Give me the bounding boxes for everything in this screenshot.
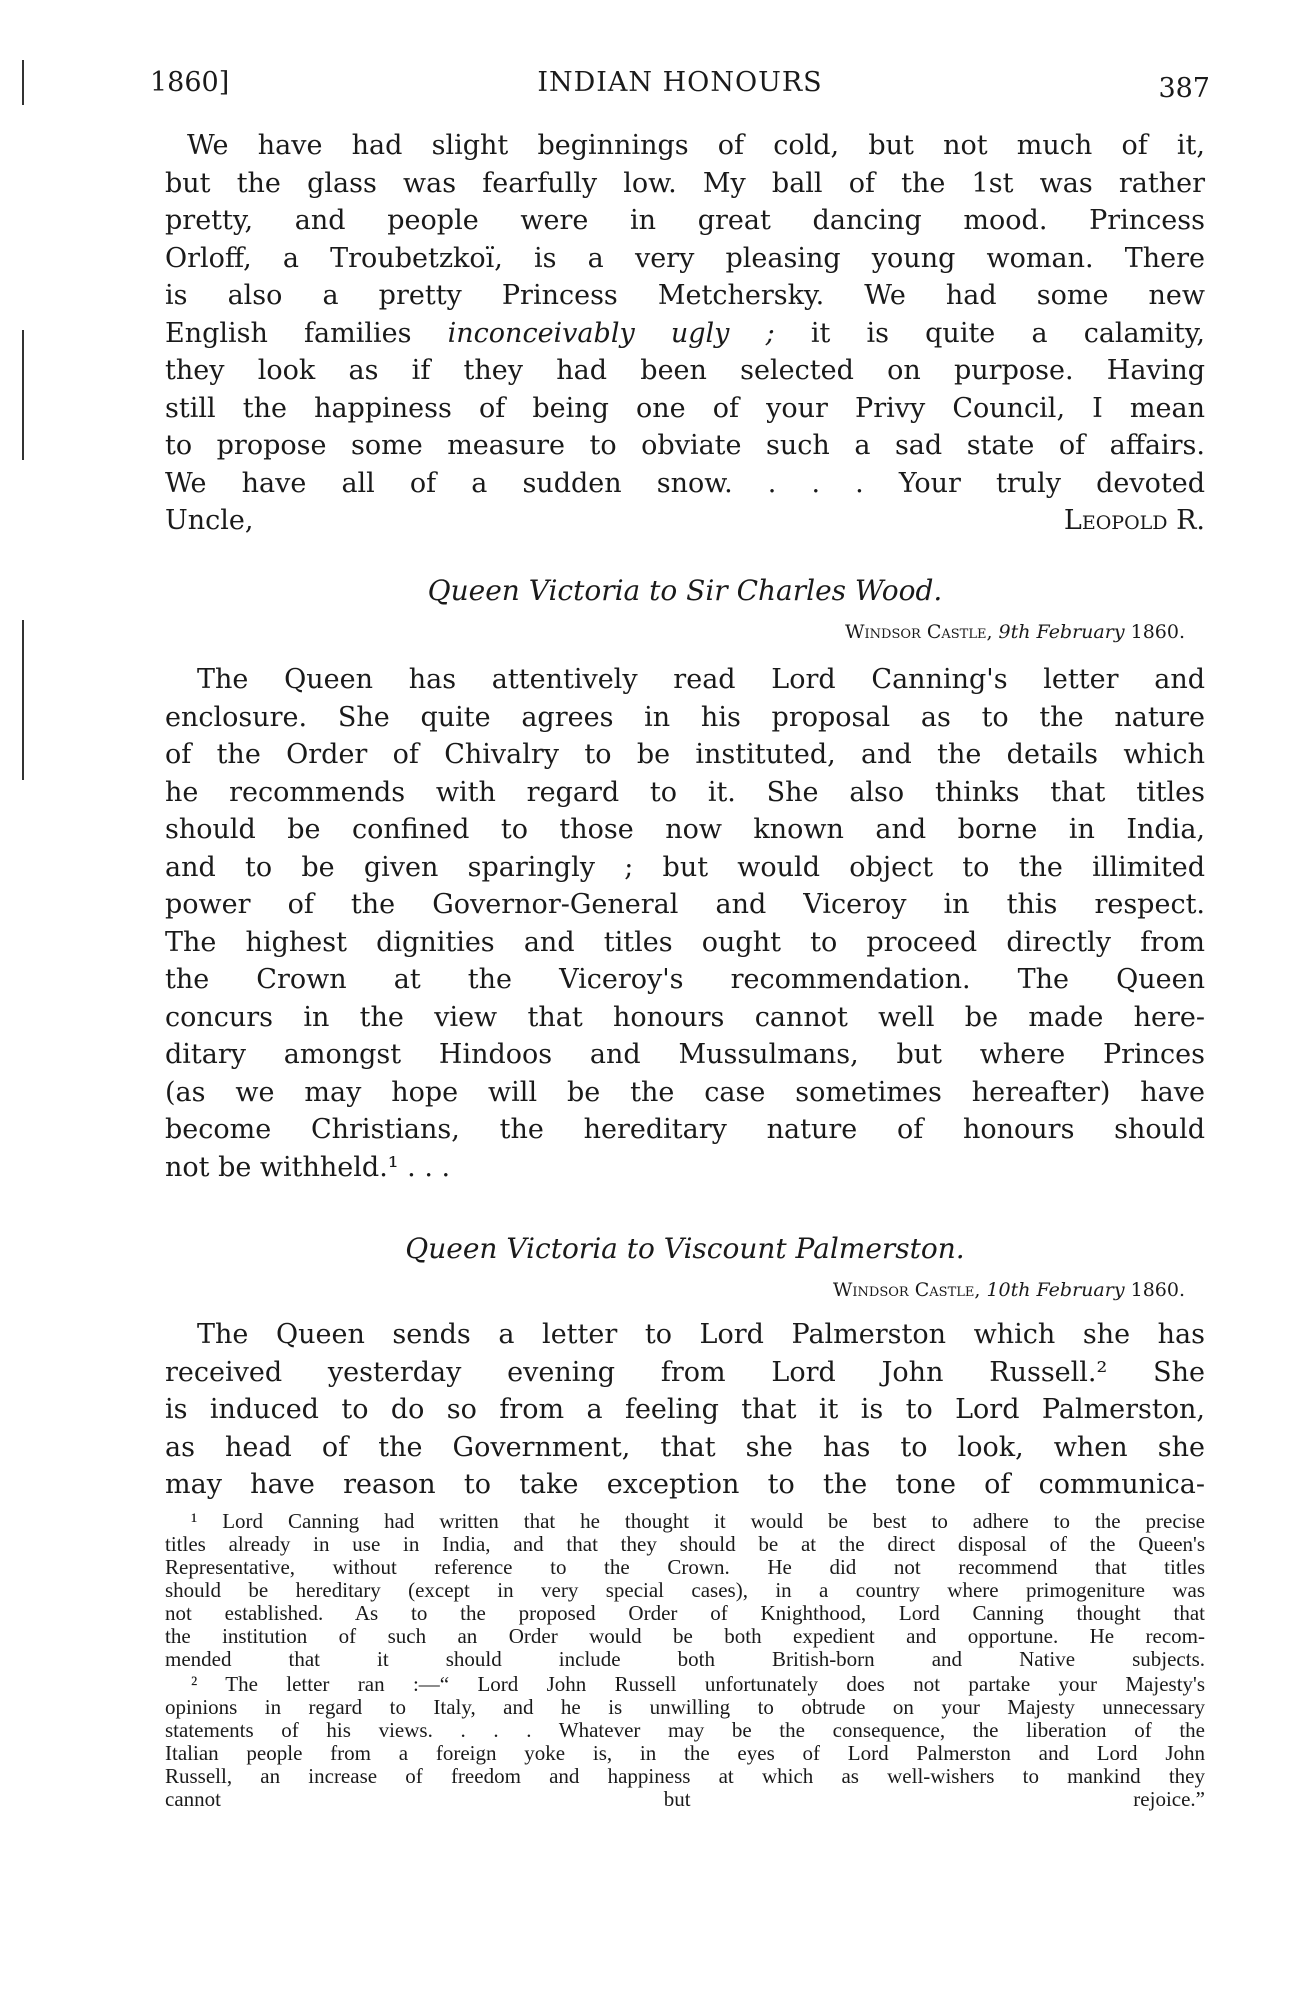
letter-heading: Queen Victoria to Sir Charles Wood. — [427, 574, 943, 607]
letter-body — [165, 1316, 1205, 1504]
scan-margin-mark — [22, 620, 24, 780]
text-line: and to be given sparingly ; but would object to the illimited — [165, 851, 1205, 883]
scan-margin-mark — [22, 60, 24, 105]
text-line: pretty, and people were in great dancing mood. Princess — [165, 205, 1205, 236]
text-line: ² The letter ran :—“ Lord John Russell unfortunately does not partake your Majesty's — [191, 1672, 1205, 1696]
text-line: ditary amongst Hindoos and Mussulmans, but where Princes — [165, 1039, 1205, 1070]
text-line: not be withheld.¹ . . . — [165, 1151, 451, 1183]
header-title: INDIAN HONOURS — [537, 67, 823, 98]
text-line: mended that it should include both British-born and Native subjects. — [165, 1647, 1205, 1671]
text-line: he recommends with regard to it. She also thinks that titles — [165, 776, 1205, 808]
running-header — [150, 64, 1210, 102]
letter-signature — [165, 502, 1205, 540]
text-line: should be hereditary (except in very special cases), in a country where primogeniture was — [165, 1578, 1205, 1602]
dateline-year: 1860. — [1124, 1279, 1185, 1301]
letter-continuation — [165, 127, 1205, 540]
header-year: 1860] — [150, 67, 230, 98]
signature: Leopold R. — [1063, 505, 1205, 536]
text-line: Representative, without reference to the Crown. He did not recommend that titles — [165, 1555, 1205, 1579]
text-line: not established. As to the proposed Order of Knighthood, Lord Canning thought that — [165, 1601, 1205, 1625]
text-line: is induced to do so from a feeling that it is to Lord Palmerston, — [165, 1394, 1205, 1425]
text-line: cannot but rejoice.” — [165, 1787, 1205, 1811]
text-line: (as we may hope will be the case sometimes hereafter) have — [165, 1076, 1205, 1108]
text-line: to propose some measure to obviate such a sad state of affairs. — [165, 430, 1205, 461]
text-line: titles already in use in India, and that they should be at the direct disposal of the Queen's — [165, 1532, 1205, 1556]
letter-body — [165, 661, 1205, 1186]
text-line: received yesterday evening from Lord John Russell.² She — [165, 1356, 1205, 1388]
text-line: as head of the Government, that she has to look, when she — [165, 1431, 1205, 1463]
dateline-date: 9th February — [998, 621, 1125, 643]
text-line: concurs in the view that honours cannot well be made here- — [165, 1001, 1205, 1033]
text-line — [165, 315, 1205, 353]
text-line: ¹ Lord Canning had written that he thought it would be best to adhere to the precise — [191, 1509, 1205, 1533]
text-line: The highest dignities and titles ought to proceed directly from — [165, 926, 1205, 958]
text-line: The Queen sends a letter to Lord Palmerston which she has — [197, 1319, 1205, 1350]
text-segment: it is quite a calamity, — [774, 317, 1205, 349]
dateline — [165, 1278, 1185, 1302]
dateline-place: Windsor Castle, — [832, 1279, 987, 1301]
dateline — [165, 620, 1185, 644]
text-line: but the glass was fearfully low. My ball of the 1st was rather — [165, 167, 1205, 199]
text-line: of the Order of Chivalry to be instituted, and the details which — [165, 739, 1205, 770]
text-line: We have all of a sudden snow. . . . Your truly devoted — [165, 467, 1205, 499]
text-line: they look as if they had been selected on purpose. Having — [165, 355, 1205, 386]
text-line: opinions in regard to Italy, and he is unwilling to obtrude on your Majesty unnecessary — [165, 1695, 1205, 1719]
text-line: the Crown at the Viceroy's recommendation. The Queen — [165, 964, 1205, 995]
text-segment: English families — [165, 317, 448, 349]
page-number: 387 — [1158, 73, 1210, 104]
text-line: still the happiness of being one of your Privy Council, I mean — [165, 392, 1205, 424]
dateline-place: Windsor Castle, — [844, 621, 999, 643]
closing: Uncle, — [165, 505, 254, 536]
text-line: statements of his views. . . . Whatever may be the consequence, the liberation of the — [165, 1718, 1205, 1742]
dateline-year: 1860. — [1124, 621, 1185, 643]
text-line: is also a pretty Princess Metchersky. We had some new — [165, 280, 1205, 311]
footnote-2 — [165, 1673, 1205, 1811]
text-line: Orloff, a Troubetzkoï, is a very pleasing young woman. There — [165, 242, 1205, 274]
text-line: should be confined to those now known and borne in India, — [165, 814, 1205, 845]
letter-heading: Queen Victoria to Viscount Palmerston. — [405, 1232, 965, 1265]
dateline-date: 10th February — [986, 1279, 1125, 1301]
footnote-1 — [165, 1510, 1205, 1671]
text-line: We have had slight beginnings of cold, but not much of it, — [187, 130, 1205, 161]
italic-text: inconceivably ugly ; — [447, 317, 775, 349]
text-line: enclosure. She quite agrees in his proposal as to the nature — [165, 701, 1205, 733]
scan-margin-mark — [22, 330, 24, 460]
text-line: the institution of such an Order would be both expedient and opportune. He recom- — [165, 1624, 1205, 1648]
text-line: Italian people from a foreign yoke is, in the eyes of Lord Palmerston and Lord John — [165, 1741, 1205, 1765]
text-line: become Christians, the hereditary nature of honours should — [165, 1114, 1205, 1145]
text-line: Russell, an increase of freedom and happiness at which as well-wishers to mankind they — [165, 1764, 1205, 1788]
text-line: may have reason to take exception to the tone of communica- — [165, 1469, 1205, 1500]
text-line: power of the Governor-General and Viceroy in this respect. — [165, 889, 1205, 920]
text-line: The Queen has attentively read Lord Canning's letter and — [197, 664, 1205, 695]
